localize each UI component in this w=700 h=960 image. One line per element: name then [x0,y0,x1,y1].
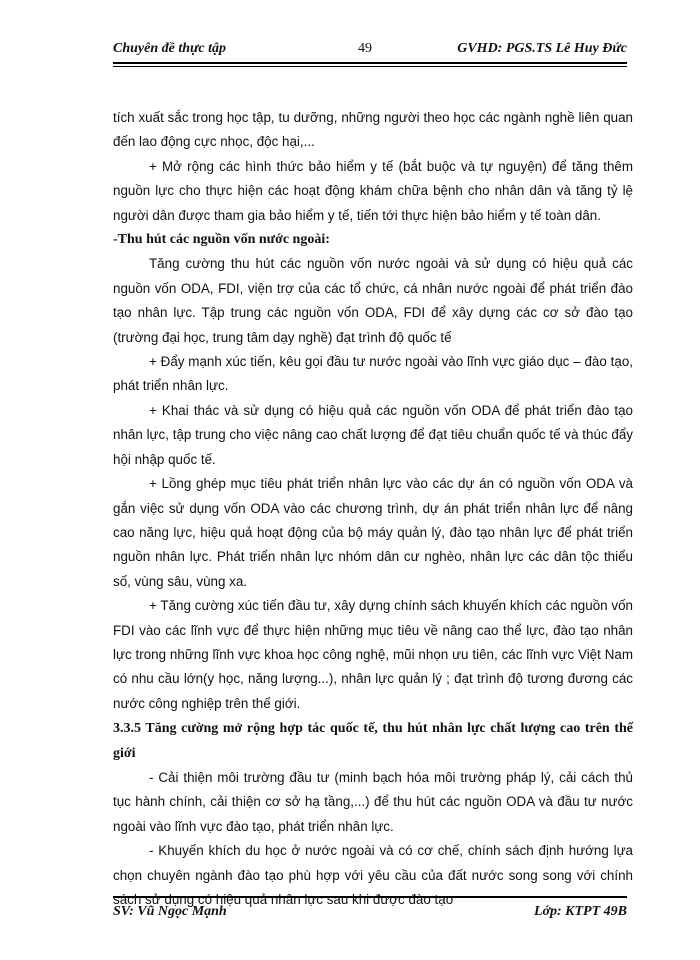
footer-student: SV: Vũ Ngọc Mạnh [113,904,227,919]
paragraph: + Lồng ghép mục tiêu phát triển nhân lực vào các dự án có nguồn vốn ODA và gắn việc sử dụng vốn ODA vào các chương trình, dự án phát triển nhân lực để nâng cao năng lực, hiệu quả hoạt động của bộ máy quản lý, đào tạo nhân lực để phát triển nguồn nhân lực. Phát triển nhân lực nhóm dân cư nghèo, nhân lực các dân tộc thiểu số, vùng sâu, vùng xa. [113,476,633,589]
paragraph: Tăng cường thu hút các nguồn vốn nước ngoài và sử dụng có hiệu quả các nguồn vốn ODA, FDI, viện trợ của các tổ chức, cá nhân nước ngoài để phát triển đào tạo nhân lực. Tập trung các nguồn vốn ODA, FDI để xây dựng các cơ sở đào tạo (trường đại học, trung tâm dạy nghề) đạt trình độ quốc tế [113,256,633,345]
paragraph: tích xuất sắc trong học tập, tu dưỡng, những người theo học các ngành nghề liên quan đến lao động cực nhọc, độc hại,... [113,110,633,150]
paragraph: - Cải thiện môi trường đầu tư (minh bạch hóa môi trường pháp lý, cải cách thủ tục hành chính, cải thiện cơ sở hạ tầng,...) để thu hút các nguồn ODA và đầu tư nước ngoài vào lĩnh vực đào tạo, phát triển nhân lực. [113,769,633,834]
paragraph: + Đẩy mạnh xúc tiến, kêu gọi đầu tư nước ngoài vào lĩnh vực giáo dục – đào tạo, phát triển nhân lực. [113,354,633,394]
footer-rule [113,896,627,898]
subheading: -Thu hút các nguồn vốn nước ngoài: [113,232,330,248]
document-body [113,106,633,912]
header-advisor: GVHD: PGS.TS Lê Huy Đức [457,41,627,56]
header-rule-thin [113,66,627,67]
page-number: 49 [358,41,372,56]
header-rule-thick [113,62,627,64]
paragraph: - Khuyến khích du học ở nước ngoài và có cơ chế, chính sách định hướng lựa chọn chuyên ngành đào tạo phù hợp với yêu cầu của đất nước song song với chính sách sử dụng có hiệu quả nhân lực sau khi được đào tạo [113,843,633,907]
paragraph: + Mở rộng các hình thức bảo hiểm y tế (bắt buộc và tự nguyện) để tăng thêm nguồn lực cho thực hiện các hoạt động khám chữa bệnh cho nhân dân và tăng tỷ lệ người dân được tham gia bảo hiểm y tế, tiến tới thực hiện bảo hiểm y tế toàn dân. [113,158,633,223]
page-header [113,38,627,62]
header-title: Chuyên đề thực tập [113,41,227,56]
section-heading: 3.3.5 Tăng cường mở rộng hợp tác quốc tế, thu hút nhân lực chất lượng cao trên thế giới [113,721,633,761]
paragraph: + Tăng cường xúc tiến đầu tư, xây dựng chính sách khuyến khích các nguồn vốn FDI vào các lĩnh vực để thực hiện những mục tiêu về nâng cao thể lực, đào tạo nhân lực trong những lĩnh vực khoa học công nghệ, mũi nhọn ưu tiên, các lĩnh vực Việt Nam có nhu cầu lớn(y học, năng lượng...), nhân lực quản lý ; đạt trình độ tương đương các nước công nghiệp trên thế giới. [113,598,633,711]
footer-class: Lớp: KTPT 49B [533,904,627,919]
page-footer [113,904,627,924]
paragraph: + Khai thác và sử dụng có hiệu quả các nguồn vốn ODA để phát triển đào tạo nhân lực, tập trung cho việc nâng cao chất lượng để đạt tiêu chuẩn quốc tế và thúc đẩy hội nhập quốc tế. [113,402,633,467]
